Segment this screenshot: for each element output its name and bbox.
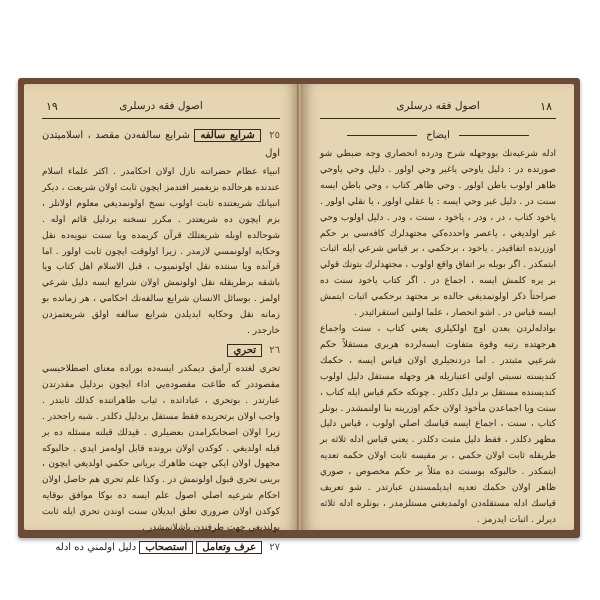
marginal-mark: ٢٥ <box>269 130 280 141</box>
paragraph-izah-1: ادله شرعيه‌نك بووجهله شرح ودرده انحصاري وجه ضبطي شو صورتده در : دليل ياوحي ياغير وحي اولور . دليل وحي ياوحي ظاهر اولوب باطن اولور . وحي ظاهر كتاب ، وحي باطن ايسه سنت در . دليل غير وحي ايسه : يا عقلي اولور ، يا نقلي اولور . ياخود كتاب ، در ، ودر ، ياخود ، سنت ، ودر . دليل اولوب وحي غير اولديغي ، ياعصر واحدده‌كي مجتهدلرك كافه‌سي بر حكم اوزرنده اتفاقيدر . ياخود ، برحكمي ، بر قياس شرعي ايله اثبات ايتمكدر . اگر بويله بر اتفاق واقع اولوب ، مجتهدلرك بتونك قولي بر يره كلمش ايسه ، اجماع در . اگر كتاب ياخود سنت ده صراحتاً ذكر اولونمديغي حالده بر مجتهد برحكمي اثبات ايتمش ايسه قياس در . اشو انحصار ، علما اولنين استقرائيدر . <box>320 149 556 319</box>
left-page <box>24 84 298 553</box>
right-page-header <box>320 100 556 119</box>
marginal-mark: ٢٦ <box>269 344 280 356</box>
paragraph-tahari: تحري لغتده آرامق ديمكدر ايسه‌ده بوراده معناي اصطلاحيسي مقصوددر كه طاعت مقصوده‌يي اداء ايچون بردليل مقدرتدن عبارتدر . بوتحري ، عباداتده ، ثياب طاهراتنده كذلك ثابتدر . واجب اولان برتحريده فقط مستقل بردليل دكلدر . شبه راجحدر . زيرا اولان اصحابكرامدن بعضيلري . قيدلك قبلنه مسئله ده بر قيله اولديغي . كوكدن اولان برونده قابل اوله‌مز ايدي . حالبوكه مجهول اولان ايكي جهت ظاهرك برياني حكمي اولديغي ايچون ، برينى تحري قبول اولونمش در . وكذا علم تحري هم حاصل اولان احكام شرعيه اصلي اصول علم ايسه ده بوكا موافق بوقايه كوكدن اولان ضروري تعلق ايديلان سنت اوندن تحري ايله ثابت بولنديغي جهت طرفندن باشلانمشدر . <box>42 363 280 534</box>
left-running-title: اصول فقه درسلری <box>119 100 203 112</box>
section-heading-bracket: استصحاب <box>139 541 193 554</box>
paragraph-izah-2: بوادله‌لردن بعدن اوچ اولكيلري يعني كتاب ، سنت واجماع هرجهتده رتبه وقوة متفاوت ايسه‌لرده هربري مستقلاً حكم شرعيي مثبتدر . اما دردنجيلري اولان قياس ايسه ، حكمك كنديسنه نسبتي اولني اعتباريله هر وجهله مستقل دليل اولوب كنديسنده مستقل بر دليل دكلدر . چونكه حكم قياس ايله كتاب ، سنت ويا اجماعدن مأخوذ اولان حكم اوزرينه بنا اولنمشدر . بونلر كتاب ، سنت ، اجماع ايسه قياسك اصلي اولوب ، قياس دليل مظهر دكلدر ، فقط دليل مثبت دكلدر . يعني قياس ادله ثلاثه بر طريقله ثابت اولان حكمي ، بر مقيسه ثابت اولان حكمه تعديه ايتمكدر . حالبوكه بوسنت ده مثلاً بر حكم مخصوص ، صوري ظاهر اولان حكمك تعديه ايديلمسندن عبارتدر . شو تعريف قياسك ادله مستقله‌دن اولمديغني مستلزمدر ، بونلره ادله ثلاثه ديرلر . اثبات ايدرمز . <box>320 323 556 525</box>
left-page-number: ١٩ <box>46 100 58 113</box>
decorative-rule <box>459 135 529 136</box>
section-tahari <box>42 342 280 360</box>
section-heading: ايضاح <box>426 130 450 141</box>
right-page <box>302 84 574 530</box>
right-page-number: ١٨ <box>540 100 552 113</box>
left-page-body <box>42 127 280 557</box>
paragraph-shara-i-salifa: انبياء عظام حضراتنه نازل اولان احكامدر . اكثر علماء اسلام عندنده هرحالده بزيغمبر افندمز ايچون ثابت اولان شريعت ، ديكر انبيانك شريعتنده ثابت اولوب نسخ اولونمديغي معلوم اولانلر ، بزم ايچون ده شريعتدر . مكرر نسخنه بردليل قائم اوله . شوحالده اوبله شريعتلك قرآن كريمده ويا سنت نبويه‌ده نقل وحكايه اولونمسي لازمدر . زيرا اولوقت ايچون ثابت اولور . اما قرآنده ويا سنتده نقل اولونميوب ، قبل الاسلام اهل كتاب ويا باشقه برطريقله نقل اولونمش اولان شرايع ايسه دليل شرعي اولمز . بوسائل الانسان شرايع سالفه‌نك احكامي ، هر زمانده بو زمانه نقل وحكايه ايديلدن شرايع سالفه اولق شريعتمزدن خارجدر . <box>42 167 280 337</box>
decorative-rule <box>347 135 417 136</box>
right-running-title: اصول فقه درسلری <box>396 100 480 112</box>
section-lead-text: دليل اولمني ده ادله <box>55 541 137 553</box>
section-heading-bracket: تحري <box>227 344 262 357</box>
right-page-body <box>320 147 556 529</box>
section-lead-text: شرايع سالفه‌دن مقصد ، اسلاميتدن اول <box>42 130 280 159</box>
section-urf-ve-taamul <box>42 539 280 557</box>
section-izah <box>320 127 556 145</box>
left-page-header <box>42 100 280 119</box>
section-heading-bracket: شرايع سالفه <box>194 129 260 142</box>
marginal-mark: ٢٧ <box>269 541 280 553</box>
section-heading-bracket: عرف وتعامل <box>196 541 262 554</box>
section-shara-i-salifa <box>42 127 280 163</box>
